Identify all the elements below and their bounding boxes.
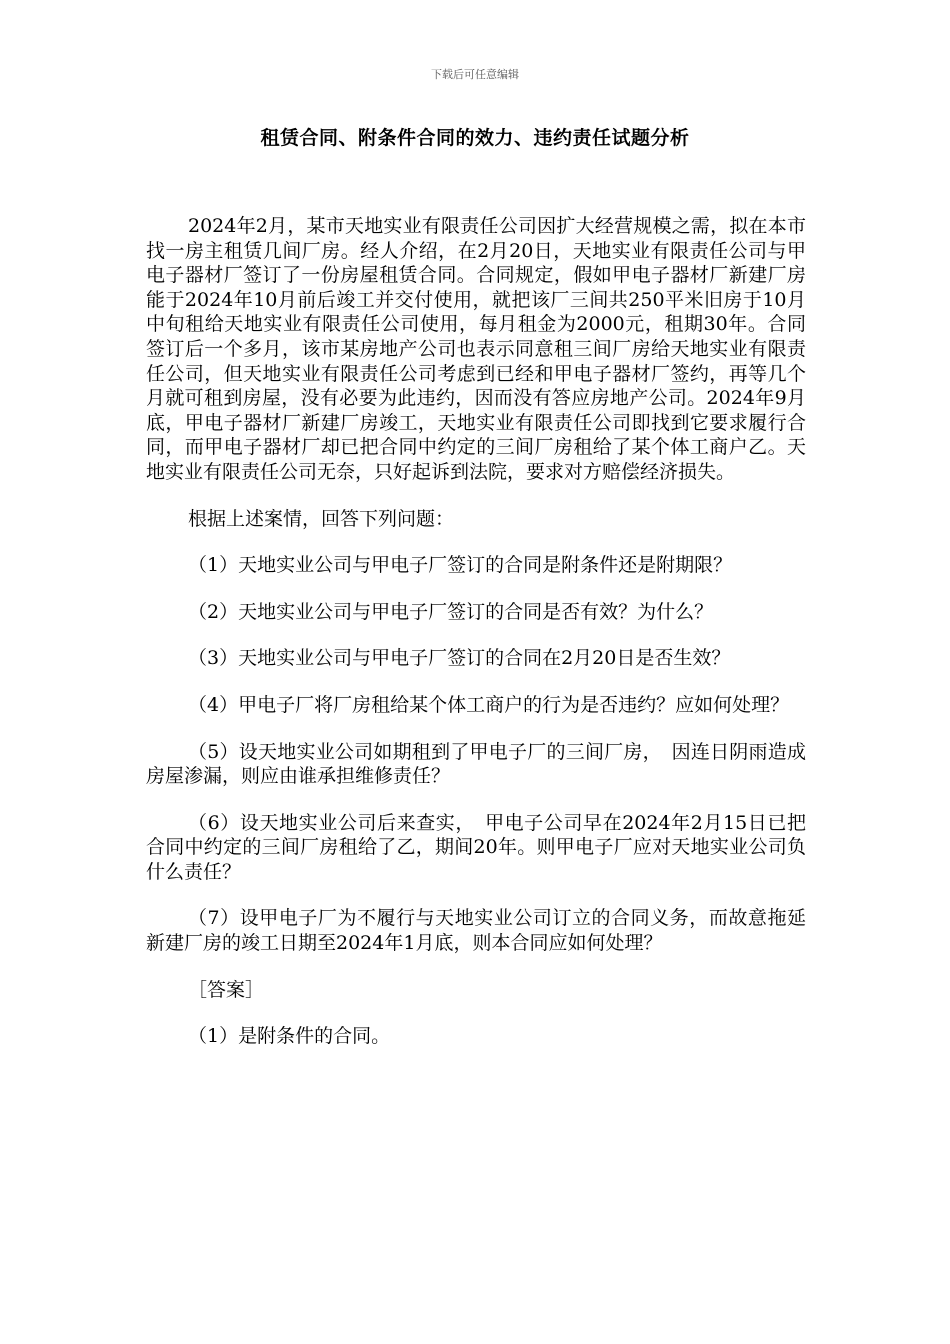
question-intro: 根据上述案情，回答下列问题： [188,507,455,530]
question-3: （3）天地实业公司与甲电子厂签订的合同在2月20日是否生效？ [188,647,731,670]
question-7: （7）设甲电子厂为不履行与天地实业公司订立的合同义务，而故意拖延新建厂房的竣工日期至2024年1月底，则本合同应如何处理？ [146,907,806,955]
case-paragraph: 2024年2月，某市天地实业有限责任公司因扩大经营规模之需，拟在本市找一房主租赁几间厂房。经人介绍，在2月20日，天地实业有限责任公司与甲电子器材厂签订了一份房屋租赁合同。合同规定，假如甲电子器材厂新建厂房能于2024年10月前后竣工并交付使用，就把该厂三间共250平米旧房于10月中旬租给天地实业有限责任公司使用，每月租金为2000元，租期30年。合同签订后一个多月，该市某房地产公司也表示同意租三间厂房给天地实业有限责任公司，但天地实业有限责任公司考虑到已经和甲电子器材厂签约，再等几个月就可租到房屋，没有必要为此违约，因而没有答应房地产公司。2024年9月底，甲电子器材厂新建厂房竣工，天地实业有限责任公司即找到它要求履行合同，而甲电子器材厂却已把合同中约定的三间厂房租给了某个体工商户乙。天地实业有限责任公司无奈，只好起诉到法院，要求对方赔偿经济损失。 [146,215,806,483]
question-1: （1）天地实业公司与甲电子厂签订的合同是附条件还是附期限？ [188,554,733,577]
document-body [146,214,806,1049]
question-4: （4）甲电子厂将厂房租给某个体工商户的行为是否违约？应如何处理？ [188,693,790,716]
question-5: （5）设天地实业公司如期租到了甲电子厂的三间厂房， 因连日阴雨造成房屋渗漏，则应由谁承担维修责任？ [146,740,806,788]
question-6: （6）设天地实业公司后来查实， 甲电子公司早在2024年2月15日已把合同中约定的三间厂房租给了乙，期间20年。则甲电子厂应对天地实业公司负什么责任？ [146,811,806,883]
answer-1: （1）是附条件的合同。 [188,1025,391,1048]
answer-heading: ［答案］ [188,978,265,1001]
document-title: 租赁合同、附条件合同的效力、违约责任试题分析 [260,127,690,149]
question-2: （2）天地实业公司与甲电子厂签订的合同是否有效？为什么？ [188,600,714,623]
header-note: 下载后可任意编辑 [431,68,519,81]
